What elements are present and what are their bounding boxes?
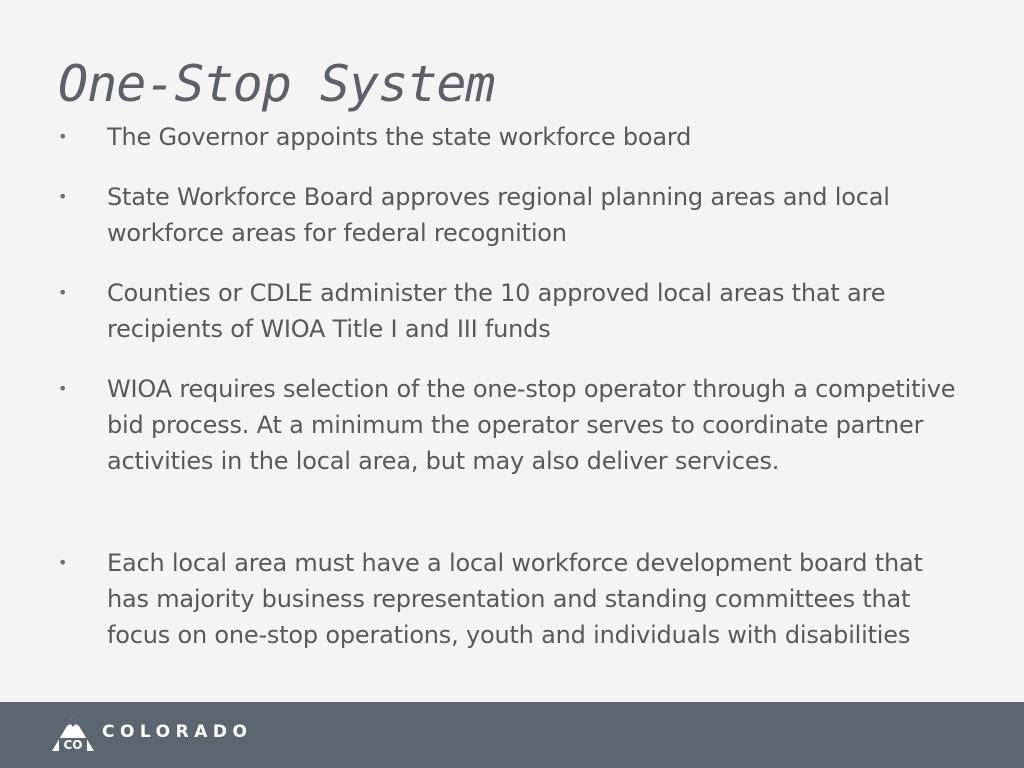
bullet-text: State Workforce Board approves regional planning areas and local workforce areas for federal recognition: [107, 183, 890, 247]
bullet-marker: •: [58, 283, 68, 302]
bullet-marker: •: [58, 379, 68, 398]
colorado-mountain-logo-icon: [50, 714, 96, 754]
bullet-text: Each local area must have a local workforce development board that has majority business representation and standing committees that focus on one-stop operations, youth and individuals with disabilities: [107, 549, 923, 649]
bullet-marker: •: [58, 553, 68, 572]
colorado-logo: [50, 714, 280, 756]
bullet-marker: •: [58, 127, 68, 146]
slide-title: One-Stop System: [58, 55, 495, 113]
bullet-text: WIOA requires selection of the one-stop operator through a competitive bid process. At a minimum the operator serves to coordinate partner activities in the local area, but may also deliver services.: [107, 375, 956, 475]
footer-bar: [0, 702, 1024, 768]
bullet-text: Counties or CDLE administer the 10 approved local areas that are recipients of WIOA Title I and III funds: [107, 279, 886, 343]
logo-text: COLORADO: [102, 722, 253, 742]
bullet-text: The Governor appoints the state workforce board: [107, 123, 692, 151]
logo-mark-text: CO: [63, 738, 83, 752]
bullet-marker: •: [58, 187, 68, 206]
